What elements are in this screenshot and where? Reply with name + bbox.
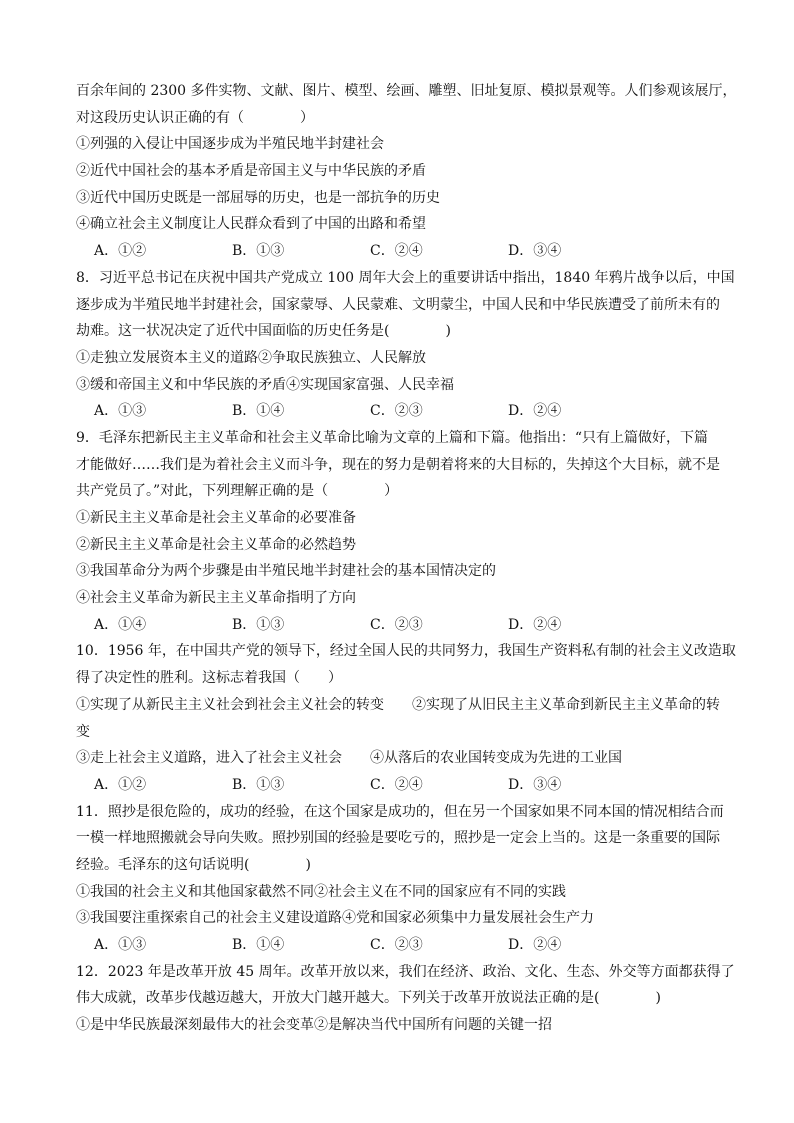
option-c: C．②③ [370, 403, 423, 420]
question-12 [76, 959, 735, 1039]
statement: ④社会主义革命为新民主主义革命指明了方向 [76, 590, 356, 607]
question-stem-line: 一模一样地照搬就会导向失败。照抄别国的经验是要吃亏的，照抄是一定会上当的。这是一条重要的国际 [76, 830, 720, 847]
statement: ②新民主主义革命是社会主义革命的必然趋势 [76, 536, 356, 553]
option-a: A．①② [94, 776, 147, 793]
answer-options [76, 932, 726, 959]
statement: ③走上社会主义道路，进入了社会主义社会 ④从落后的农业国转变成为先进的工业国 [76, 750, 622, 767]
question-stem-line: 百余年间的 2300 多件实物、文献、图片、模型、绘画、雕塑、旧址复原、模拟景观等。人们参观该展厅， [76, 83, 737, 99]
question-stem-line: 逐步成为半殖民地半封建社会，国家蒙辱、人民蒙难、文明蒙尘，中国人民和中华民族遭受了前所未有的 [76, 296, 720, 313]
question-stem-line: 共产党员了。”对此，下列理解正确的是（ ） [76, 483, 399, 500]
option-c: C．②③ [370, 937, 423, 953]
statement: ③我国革命分为两个步骤是由半殖民地半封建社会的基本国情决定的 [76, 563, 496, 580]
option-d: D．②④ [508, 403, 562, 420]
question-10 [76, 638, 736, 798]
option-c: C．②④ [370, 243, 423, 260]
answer-options [76, 612, 726, 639]
question-11 [76, 799, 726, 959]
question-8 [76, 265, 735, 425]
question-stem-line: 对这段历史认识正确的有（ ） [76, 109, 314, 126]
option-b: B．①③ [232, 776, 285, 793]
option-b: B．①③ [232, 243, 285, 260]
question-stem-line: 9．毛泽东把新民主主义革命和社会主义革命比喻为文章的上篇和下篇。他指出：“只有上篇做好，下篇 [76, 429, 709, 446]
question-stem-line: 才能做好……我们是为着社会主义而斗争，现在的努力是朝着将来的大目标的，失掉这个大目标，就不是 [76, 456, 720, 473]
question-stem-line: 得了决定性的胜利。这标志着我国（ ） [76, 670, 342, 687]
answer-options [76, 398, 726, 425]
statement: ①新民主主义革命是社会主义革命的必要准备 [76, 510, 356, 526]
statement: ①走独立发展资本主义的道路②争取民族独立、人民解放 [76, 349, 426, 366]
question-stem-line: 经验。毛泽东的这句话说明( ) [76, 856, 311, 873]
option-d: D．②④ [508, 937, 562, 953]
question-stem-line: 12．2023 年是改革开放 45 周年。改革开放以来，我们在经济、政治、文化、生态、外交等方面都获得了 [76, 963, 735, 980]
option-c: C．②④ [370, 776, 423, 793]
question-stem-line: 11．照抄是很危险的，成功的经验，在这个国家是成功的，但在另一个国家如果不同本国的情况相结合而 [76, 803, 724, 820]
statement: ④确立社会主义制度让人民群众看到了中国的出路和希望 [76, 216, 426, 233]
statement: ①列强的入侵让中国逐步成为半殖民地半封建社会 [76, 136, 384, 153]
option-b: B．①④ [232, 403, 285, 420]
statement: ②近代中国社会的基本矛盾是帝国主义与中华民族的矛盾 [76, 163, 426, 180]
option-c: C．②③ [370, 616, 423, 633]
answer-options [76, 238, 726, 265]
question-7-continued [76, 78, 737, 265]
question-stem-line: 劫难。这一状况决定了近代中国面临的历史任务是( ) [76, 323, 451, 340]
question-stem-line: 8．习近平总书记在庆祝中国共产党成立 100 周年大会上的重要讲话中指出，1840 年鸦片战争以后，中国 [76, 269, 735, 286]
statement: ③近代中国历史既是一部屈辱的历史，也是一部抗争的历史 [76, 189, 440, 206]
statement: ①是中华民族最深刻最伟大的社会变革②是解决当代中国所有问题的关键一招 [76, 1017, 552, 1034]
option-a: A．①③ [94, 403, 147, 420]
statement: ①实现了从新民主主义社会到社会主义社会的转变 ②实现了从旧民主主义革命到新民主主义革命的转 [76, 696, 720, 713]
exam-page [76, 78, 737, 1039]
option-a: A．①③ [94, 937, 147, 953]
question-9 [76, 425, 726, 639]
question-stem-line: 10．1956 年，在中国共产党的领导下，经过全国人民的共同努力，我国生产资料私有制的社会主义改造取 [76, 643, 736, 660]
option-d: D．③④ [508, 776, 562, 793]
option-d: D．②④ [508, 616, 562, 633]
statement: ③我国要注重探索自己的社会主义建设道路④党和国家必须集中力量发展社会生产力 [76, 910, 594, 927]
question-stem-line: 伟大成就，改革步伐越迈越大，开放大门越开越大。下列关于改革开放说法正确的是( ) [76, 990, 661, 1007]
answer-options [76, 772, 726, 799]
option-b: B．①④ [232, 937, 285, 953]
option-d: D．③④ [508, 243, 562, 260]
option-a: A．①② [94, 243, 147, 260]
statement: ①我国的社会主义和其他国家截然不同②社会主义在不同的国家应有不同的实践 [76, 883, 566, 900]
statement: ③缓和帝国主义和中华民族的矛盾④实现国家富强、人民幸福 [76, 376, 454, 393]
option-a: A．①④ [94, 616, 147, 633]
option-b: B．①③ [232, 616, 285, 633]
statement: 变 [76, 723, 90, 740]
